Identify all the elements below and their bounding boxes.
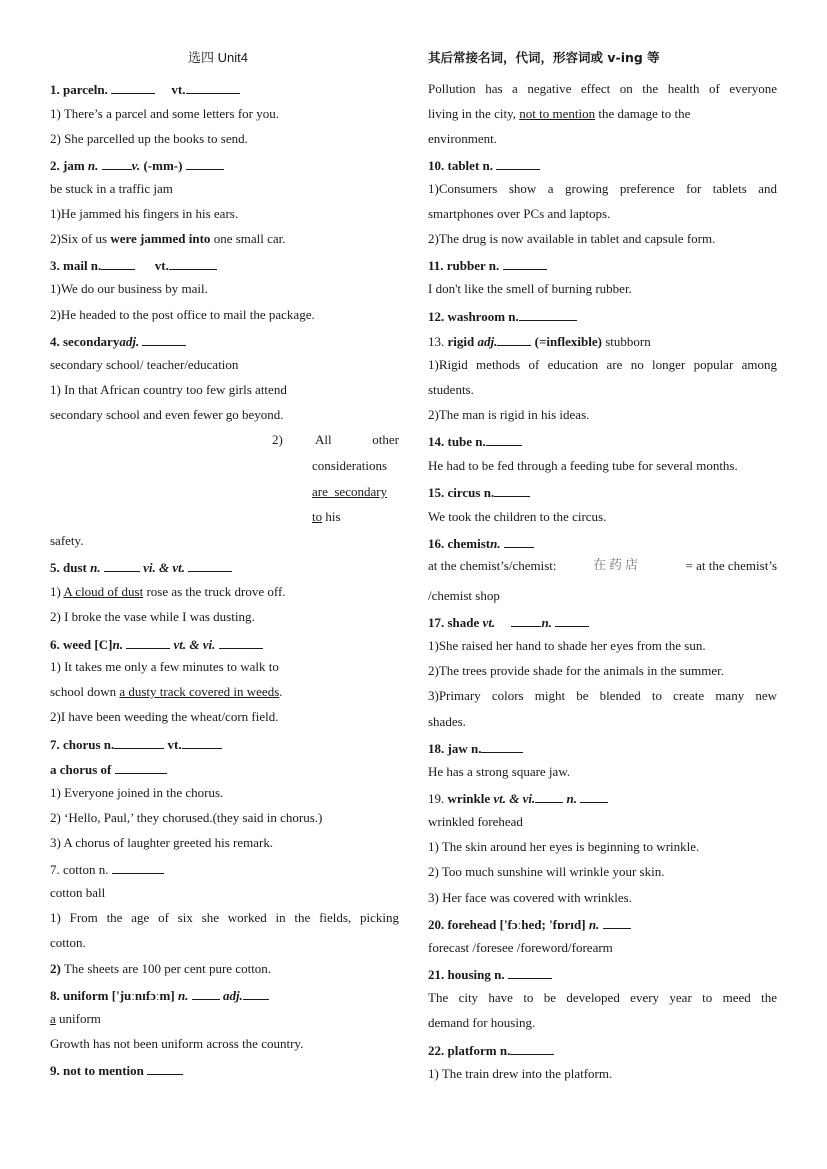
example-sentence: 1)She raised her hand to shade her eyes from the sun. (428, 638, 706, 653)
example-sentence: smartphones over PCs and laptops. (428, 206, 611, 221)
page-title: 选四 Unit4 (188, 50, 248, 65)
example-sentence: safety. (50, 533, 84, 548)
example-sentence: 2)The trees provide shade for the animals in the summer. (428, 663, 725, 678)
example-sentence: 1)Rigid methods of education are no longer popular among (428, 357, 777, 372)
entry-dust-heading: 5. dust n. vi. & vt. (50, 559, 399, 576)
entry-rubber-heading: 11. rubber n. (428, 257, 777, 274)
example-sentence: 2) She parcelled up the books to send. (50, 131, 248, 146)
example-sentence: students. (428, 382, 474, 397)
phrase: a uniform (50, 1011, 101, 1026)
phrase: cotton ball (50, 885, 106, 900)
entry-housing-heading: 21. housing n. (428, 966, 777, 983)
example-sentence: living in the city, not to mention the damage to the (428, 106, 691, 121)
example-sentence: 1) Everyone joined in the chorus. (50, 785, 224, 800)
entry-washroom-heading: 12. washroom n. (428, 308, 777, 325)
example-sentence: He had to be fed through a feeding tube for several months. (428, 458, 738, 473)
example-sentence: The city have to be developed every year to meed the (428, 990, 777, 1005)
example-sentence: 1)Consumers show a growing preference for tablets and (428, 181, 777, 196)
entry-jam-heading: 2. jam n. v. (-mm-) (50, 157, 399, 174)
example-sentence: He has a strong square jaw. (428, 764, 571, 779)
entry-wrinkle-heading: 19. wrinkle vt. & vi. n. (428, 790, 777, 807)
example-sentence: shades. (428, 714, 466, 729)
example-sentence: 3) Her face was covered with wrinkles. (428, 890, 632, 905)
entry-cotton-heading: 7. cotton n. (50, 861, 399, 878)
entry-forehead-heading: 20. forehead ['fɔːhed; 'fɒrɪd] n. (428, 916, 777, 933)
entry-tube-heading: 14. tube n. (428, 433, 777, 450)
entry-platform-heading: 22. platform n. (428, 1042, 777, 1059)
usage-note: 其后常接名词，代词，形容词或 v-ing 等 (428, 50, 660, 65)
example-sentence: 1) There’s a parcel and some letters for you. (50, 106, 279, 121)
example-sentence: 2) All other (272, 432, 399, 447)
example-sentence: 2) I broke the vase while I was dusting. (50, 609, 255, 624)
phrase: /chemist shop (428, 588, 500, 603)
example-sentence: are secondary (312, 484, 388, 499)
entry-not-to-mention-heading: 9. not to mention (50, 1062, 399, 1079)
example-sentence: cotton. (50, 935, 86, 950)
example-sentence: 3) A chorus of laughter greeted his remark. (50, 835, 274, 850)
example-sentence: 1) A cloud of dust rose as the truck drove off. (50, 584, 286, 599)
example-sentence: 2)Six of us were jammed into one small car. (50, 231, 286, 246)
example-sentence: Pollution has a negative effect on the health of everyone (428, 81, 777, 96)
example-sentence: 2) ‘Hello, Paul,’ they chorused.(they said in chorus.) (50, 810, 323, 825)
entry-mail-heading: 3. mail n. vt. (50, 257, 399, 274)
example-sentence: 2)The drug is now available in tablet and capsule form. (428, 231, 716, 246)
phrase: forecast /foresee /foreword/forearm (428, 940, 613, 955)
example-sentence: We took the children to the circus. (428, 509, 607, 524)
entry-chemist-heading: 16. chemistn. (428, 535, 777, 552)
example-sentence: 2) Too much sunshine will wrinkle your skin. (428, 864, 665, 879)
example-sentence: considerations (312, 458, 388, 473)
entry-jaw-heading: 18. jaw n. (428, 740, 777, 757)
example-sentence: 2)The man is rigid in his ideas. (428, 407, 590, 422)
example-sentence: 1)We do our business by mail. (50, 281, 208, 296)
example-sentence: school down a dusty track covered in weeds. (50, 684, 283, 699)
entry-shade-heading: 17. shade vt. n. (428, 614, 777, 631)
entry-chorus-heading: 7. chorus n. vt. (50, 736, 399, 753)
phrase: a chorus of (50, 761, 399, 778)
phrase: secondary school/ teacher/education (50, 357, 239, 372)
example-sentence: 1)He jammed his fingers in his ears. (50, 206, 239, 221)
example-sentence: 2)I have been weeding the wheat/corn field. (50, 709, 279, 724)
example-sentence: 1) The skin around her eyes is beginning to wrinkle. (428, 839, 700, 854)
example-sentence: secondary school and even fewer go beyond. (50, 407, 284, 422)
example-sentence: I don't like the smell of burning rubber. (428, 281, 632, 296)
phrase: be stuck in a traffic jam (50, 181, 173, 196)
entry-parcel-heading: 1. parceln. vt. (50, 81, 399, 98)
example-sentence: 1) The train drew into the platform. (428, 1066, 613, 1081)
example-sentence: Growth has not been uniform across the country. (50, 1036, 304, 1051)
entry-circus-heading: 15. circus n. (428, 484, 777, 501)
entry-secondary-heading: 4. secondaryadj. (50, 333, 399, 350)
example-sentence: 2)He headed to the post office to mail the package. (50, 307, 315, 322)
entry-weed-heading: 6. weed [C]n. vt. & vi. (50, 636, 399, 653)
example-sentence: environment. (428, 131, 497, 146)
example-sentence: to his (312, 509, 341, 524)
phrase: at the chemist’s/chemist: 在药店 = at the chemist’s (428, 558, 777, 573)
phrase: wrinkled forehead (428, 814, 523, 829)
example-sentence: 1) From the age of six she worked in the fields, picking (50, 910, 399, 925)
example-sentence: 1) It takes me only a few minutes to walk to (50, 659, 279, 674)
example-sentence: 3)Primary colors might be blended to create many new (428, 688, 777, 703)
example-sentence: 2) The sheets are 100 per cent pure cotton. (50, 961, 272, 976)
entry-rigid-heading: 13. rigid adj. (=inflexible) stubborn (428, 334, 651, 349)
example-sentence: demand for housing. (428, 1015, 536, 1030)
example-sentence: 1) In that African country too few girls attend (50, 382, 287, 397)
entry-tablet-heading: 10. tablet n. (428, 157, 777, 174)
entry-uniform-heading: 8. uniform ['juːnɪfɔːm] n. adj. (50, 987, 399, 1004)
